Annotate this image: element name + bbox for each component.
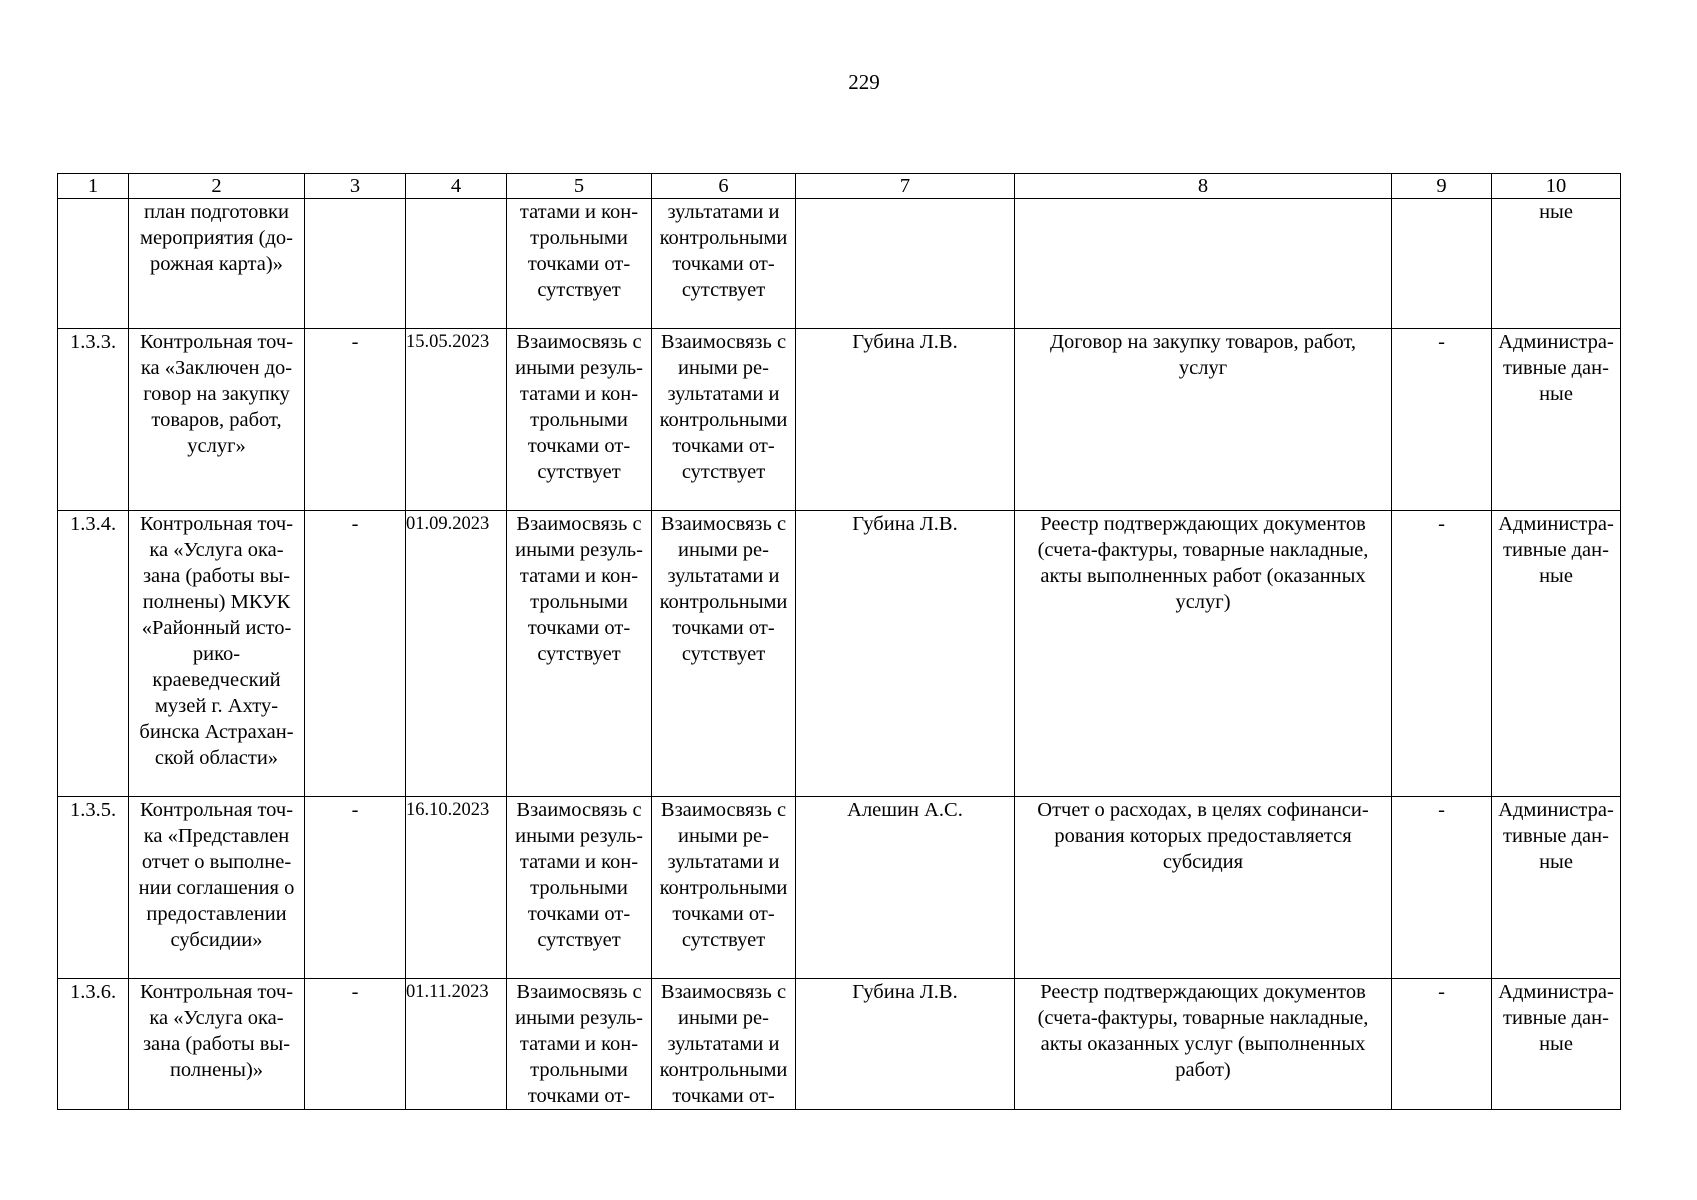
link-other-cell: Взаимосвязь с иными ре- зультатами и контрольными точками от- сутствует <box>652 511 796 797</box>
row-number-cell: 1.3.4. <box>58 511 129 797</box>
responsible-cell: Алешин А.С. <box>796 797 1015 979</box>
source-cell: Администра- тивные дан- ные <box>1492 797 1621 979</box>
date-cell: 15.05.2023 <box>406 329 507 511</box>
table-row <box>58 329 1621 511</box>
link-results-cell: Взаимосвязь с иными резуль- татами и кон- трольными точками от- <box>507 979 652 1110</box>
prev-cell <box>305 199 406 329</box>
date-cell: 01.09.2023 <box>406 511 507 797</box>
responsible-cell: Губина Л.В. <box>796 511 1015 797</box>
column-number: 4 <box>406 174 507 199</box>
column-number: 9 <box>1392 174 1492 199</box>
column-number: 6 <box>652 174 796 199</box>
prev-cell: - <box>305 979 406 1110</box>
name-cell: план подготовки мероприятия (до- рожная карта)» <box>129 199 305 329</box>
system-cell: - <box>1392 511 1492 797</box>
document-cell: Договор на закупку товаров, работ, услуг <box>1015 329 1392 511</box>
document-cell: Реестр подтверждающих документов (счета-фактуры, товарные накладные, акты выполненных работ (оказанных услуг) <box>1015 511 1392 797</box>
row-number-cell: 1.3.3. <box>58 329 129 511</box>
link-results-cell: Взаимосвязь с иными резуль- татами и кон- трольными точками от- сутствует <box>507 511 652 797</box>
prev-cell: - <box>305 511 406 797</box>
control-points-table <box>57 173 1621 1110</box>
source-cell: Администра- тивные дан- ные <box>1492 979 1621 1110</box>
row-number-cell: 1.3.6. <box>58 979 129 1110</box>
column-number: 7 <box>796 174 1015 199</box>
column-number: 1 <box>58 174 129 199</box>
link-other-cell: зультатами и контрольными точками от- сутствует <box>652 199 796 329</box>
source-cell: Администра- тивные дан- ные <box>1492 511 1621 797</box>
name-cell: Контрольная точ- ка «Представлен отчет о выполне- нии соглашения о предоставлении субсидии» <box>129 797 305 979</box>
system-cell: - <box>1392 329 1492 511</box>
source-cell: ные <box>1492 199 1621 329</box>
document-cell: Отчет о расходах, в целях софинанси- рования которых предоставляется субсидия <box>1015 797 1392 979</box>
source-cell: Администра- тивные дан- ные <box>1492 329 1621 511</box>
date-cell: 01.11.2023 <box>406 979 507 1110</box>
row-number-cell <box>58 199 129 329</box>
link-results-cell: Взаимосвязь с иными резуль- татами и кон- трольными точками от- сутствует <box>507 329 652 511</box>
name-cell: Контрольная точ- ка «Услуга ока- зана (работы вы- полнены)» <box>129 979 305 1110</box>
date-cell: 16.10.2023 <box>406 797 507 979</box>
column-number: 5 <box>507 174 652 199</box>
system-cell: - <box>1392 979 1492 1110</box>
table-row <box>58 511 1621 797</box>
column-number: 8 <box>1015 174 1392 199</box>
name-cell: Контрольная точ- ка «Услуга ока- зана (работы вы- полнены) МКУК «Районный исто- рико- краеведческий музей г. Ахту- бинска Астрахан- ской области» <box>129 511 305 797</box>
table-row <box>58 797 1621 979</box>
link-other-cell: Взаимосвязь с иными ре- зультатами и контрольными точками от- сутствует <box>652 329 796 511</box>
system-cell <box>1392 199 1492 329</box>
column-number: 3 <box>305 174 406 199</box>
link-other-cell: Взаимосвязь с иными ре- зультатами и контрольными точками от- <box>652 979 796 1110</box>
prev-cell: - <box>305 329 406 511</box>
prev-cell: - <box>305 797 406 979</box>
document-cell: Реестр подтверждающих документов (счета-фактуры, товарные накладные, акты оказанных услуг (выполненных работ) <box>1015 979 1392 1110</box>
responsible-cell: Губина Л.В. <box>796 979 1015 1110</box>
column-number: 10 <box>1492 174 1621 199</box>
page-number: 229 <box>848 70 880 94</box>
table-row <box>58 199 1621 329</box>
link-results-cell: Взаимосвязь с иными резуль- татами и кон- трольными точками от- сутствует <box>507 797 652 979</box>
system-cell: - <box>1392 797 1492 979</box>
column-number: 2 <box>129 174 305 199</box>
responsible-cell: Губина Л.В. <box>796 329 1015 511</box>
table-row <box>58 979 1621 1110</box>
document-cell <box>1015 199 1392 329</box>
column-number-row <box>58 174 1621 199</box>
link-other-cell: Взаимосвязь с иными ре- зультатами и контрольными точками от- сутствует <box>652 797 796 979</box>
date-cell <box>406 199 507 329</box>
link-results-cell: татами и кон- трольными точками от- сутствует <box>507 199 652 329</box>
name-cell: Контрольная точ- ка «Заключен до- говор на закупку товаров, работ, услуг» <box>129 329 305 511</box>
row-number-cell: 1.3.5. <box>58 797 129 979</box>
responsible-cell <box>796 199 1015 329</box>
